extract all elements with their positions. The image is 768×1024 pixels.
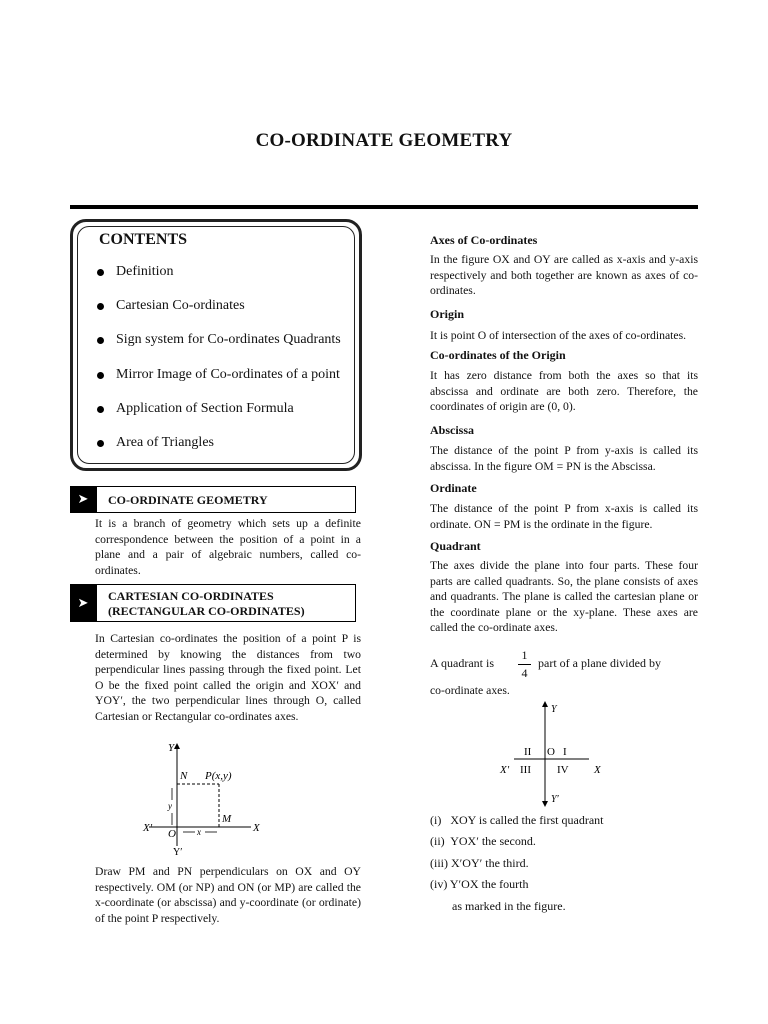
ordinate-heading: Ordinate <box>430 481 477 495</box>
x-axis-label: X <box>594 764 601 776</box>
closing-paragraph: Draw PM and PN perpendiculars on OX and OY respectively. OM (or NP) and ON (or MP) are called the x-coordinate (or abscissa) and y-coordinate (or ordinate) of the point P respectively. <box>95 865 361 925</box>
x-prime-label: X′ <box>143 822 153 834</box>
coord-origin-heading: Co-ordinates of the Origin <box>430 348 566 362</box>
axes-body: In the figure OX and OY are called as x-axis and y-axis respectively and both together are known as axes of co-ordinates. <box>430 253 698 297</box>
point-n-label: N <box>180 770 188 782</box>
section-heading: CO-ORDINATE GEOMETRY <box>96 486 356 513</box>
section-header-cartesian <box>70 584 356 622</box>
point-p-label: P(x,y) <box>205 770 232 782</box>
fraction-bar <box>518 664 531 665</box>
arrow-icon: ➤ <box>70 584 96 622</box>
origin-body: It is point O of intersection of the axes of co-ordinates. <box>430 329 687 342</box>
bullet-icon <box>97 406 104 413</box>
origin-label: O <box>168 828 176 840</box>
coord-origin-body: It has zero distance from both the axes so that its abscissa and ordinate are both zero. Therefore, the coordinates of origin are (0, 0). <box>430 369 698 413</box>
cartesian-figure <box>135 738 275 858</box>
y-axis-label: Y <box>168 742 175 754</box>
bullet-icon <box>97 440 104 447</box>
y-distance-label: y <box>168 801 172 811</box>
axes-heading: Axes of Co-ordinates <box>430 233 538 247</box>
contents-box <box>70 219 362 471</box>
quadrant-figure <box>496 698 616 810</box>
section-heading: CARTESIAN CO-ORDINATES (RECTANGULAR CO-ORDINATES) <box>96 584 356 622</box>
section2-body: In Cartesian co-ordinates the position of a point P is determined by knowing the distances from two perpendicular lines passing through the fixed point. Let O be the fixed point called the origin and XOX′ and YOY′, the two perpendicular lines through O, called Cartesian or Rectangular co-ordinates axes. <box>95 632 361 723</box>
quadrant-ii-label: II <box>524 746 532 758</box>
title-divider <box>70 205 698 209</box>
origin-label: O <box>547 746 555 758</box>
quadrant-body: The axes divide the plane into four parts. These four parts are called quadrants. So, the plane consists of axes and quadrants. The plane is called the cartesian plane or the coordinate plane or the xy-plane. These axes are called the co-ordinate axes. <box>430 559 698 634</box>
quadrant-list-item: (i) XOY is called the first quadrant <box>430 813 604 827</box>
fraction-denominator: 4 <box>521 666 528 680</box>
contents-item: Application of Section Formula <box>97 401 341 435</box>
quadrant-i-label: I <box>563 746 567 758</box>
contents-item: Sign system for Co-ordinates Quadrants <box>97 332 341 366</box>
x-axis-label: X <box>253 822 260 834</box>
quadrant-iii-label: III <box>520 764 531 776</box>
fraction-numerator: 1 <box>521 648 528 662</box>
quadrant-line-end: co-ordinate axes. <box>430 684 510 697</box>
x-distance-label: x <box>197 827 201 837</box>
abscissa-heading: Abscissa <box>430 423 475 437</box>
contents-item: Definition <box>97 264 341 298</box>
bullet-icon <box>97 337 104 344</box>
y-prime-label: Y′ <box>173 847 183 858</box>
page-title: CO-ORDINATE GEOMETRY <box>255 130 513 151</box>
section-header-coordinate-geometry <box>70 486 356 513</box>
abscissa-body: The distance of the point P from y-axis is called its abscissa. In the figure OM = PN is the Abscissa. <box>430 444 698 473</box>
y-axis-label: Y <box>551 704 557 715</box>
bullet-icon <box>97 372 104 379</box>
quadrant-heading: Quadrant <box>430 539 481 553</box>
origin-heading: Origin <box>430 307 465 321</box>
quadrant-list-tail: as marked in the figure. <box>452 899 566 913</box>
x-prime-label: X′ <box>500 764 510 776</box>
contents-list <box>97 264 341 469</box>
ordinate-body: The distance of the point P from x-axis is called its ordinate. ON = PM is the ordinate in the figure. <box>430 502 698 531</box>
contents-heading: CONTENTS <box>99 231 188 248</box>
point-m-label: M <box>222 813 232 825</box>
arrow-icon: ➤ <box>70 486 96 513</box>
quadrant-iv-label: IV <box>557 764 569 776</box>
bullet-icon <box>97 303 104 310</box>
quadrant-list-item: (iv) Y′OX the fourth <box>430 877 529 891</box>
quadrant-list-item: (ii) YOX′ the second. <box>430 834 536 848</box>
contents-item: Mirror Image of Co-ordinates of a point <box>97 367 341 401</box>
quadrant-list-item: (iii) X′OY′ the third. <box>430 856 529 870</box>
contents-item: Area of Triangles <box>97 435 341 469</box>
section1-body: It is a branch of geometry which sets up a definite correspondence between the position of a point in a plane and a pair of algebraic numbers, called co-ordinates. <box>95 517 361 577</box>
contents-item: Cartesian Co-ordinates <box>97 298 341 332</box>
bullet-icon <box>97 269 104 276</box>
y-prime-label: Y′ <box>551 794 559 805</box>
